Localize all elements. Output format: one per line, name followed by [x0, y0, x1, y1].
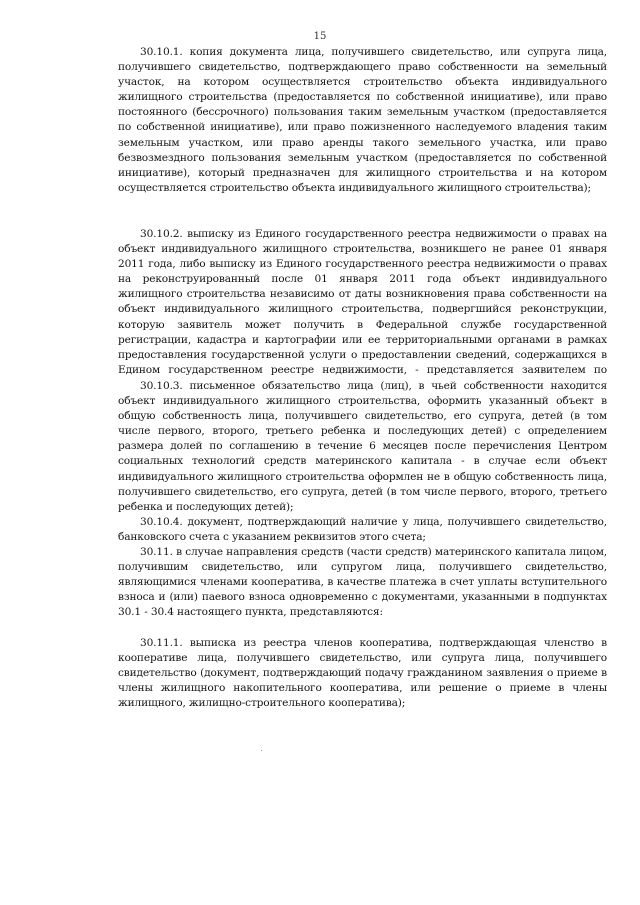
scan-speck	[261, 750, 262, 751]
paragraph-30-10-2: 30.10.2. выписку из Единого государственного реестра недвижимости о правах на объект индивидуального жилищного строительства, возникшего не ранее 01 января 2011 года, либо выписку из Единого государственного реестра недвижимости о правах на реконструированный после 01 января 2011 года объект индивидуального жилищного строительства независимо от даты возникновения права собственности на объект индивидуального жилищного строительства, подвергшийся реконструкции, которую заявитель может получить в Федеральной службе государственной регистрации, кадастра и картографии или ее территориальными органами в рамках предоставления государственной услуги о предоставлении сведений, содержащихся в Едином государственном реестре недвижимости, - представляется заявителем по	[118, 228, 607, 376]
paragraph-30-11: 30.11. в случае направления средств (части средств) материнского капитала лицом, получившим свидетельство, или супругом лица, получившего свидетельство, являющимися членами кооператива, в качестве платежа в счет уплаты вступительного взноса и (или) паевого взноса одновременно с документами, указанными в подпунктах 30.1 - 30.4 настоящего пункта, представляются:	[118, 546, 607, 619]
page-number: 15	[313, 31, 327, 42]
paragraph-30-10-3: 30.10.3. письменное обязательство лица (лиц), в чьей собственности находится объект индивидуального жилищного строительства, оформить указанный объект в общую собственность лица, получившего свидетельство, его супруга, детей (в том числе первого, второго, третьего ребенка и последующих детей) с определением размера долей по соглашению в течение 6 месяцев после перечисления Центром социальных технологий средств материнского капитала - в случае если объект индивидуального жилищного строительства оформлен не в общую собственность лица, получившего свидетельство, его супруга, детей (в том числе первого, второго, третьего ребенка и последующих детей);	[118, 380, 607, 513]
document-body	[118, 45, 607, 712]
paragraph-30-10-1: 30.10.1. копия документа лица, получившего свидетельство, или супруга лица, получившего свидетельство, подтверждающего право собственности на земельный участок, на котором осуществляется строительство объекта индивидуального жилищного строительства (предоставляется по собственной инициативе), или право постоянного (бессрочного) пользования таким земельным участком (предоставляется по собственной инициативе), или право пожизненного наследуемого владения таким земельным участком, или право аренды такого земельного участка, или право безвозмездного пользования земельным участком (предоставляется по собственной инициативе), который предназначен для жилищного строительства и на котором осуществляется строительство объекта индивидуального жилищного строительства);	[118, 46, 607, 194]
paragraph-30-11-1: 30.11.1. выписка из реестра членов кооператива, подтверждающая членство в кооперативе лица, получившего свидетельство, или супруга лица, получившего свидетельство (документ, подтверждающий подачу гражданином заявления о приеме в члены жилищного накопительного кооператива, или решение о приеме в члены жилищного, жилищно-строительного кооператива);	[118, 637, 607, 710]
paragraph-30-10-4: 30.10.4. документ, подтверждающий наличие у лица, получившего свидетельство, банковского счета с указанием реквизитов этого счета;	[118, 516, 607, 544]
